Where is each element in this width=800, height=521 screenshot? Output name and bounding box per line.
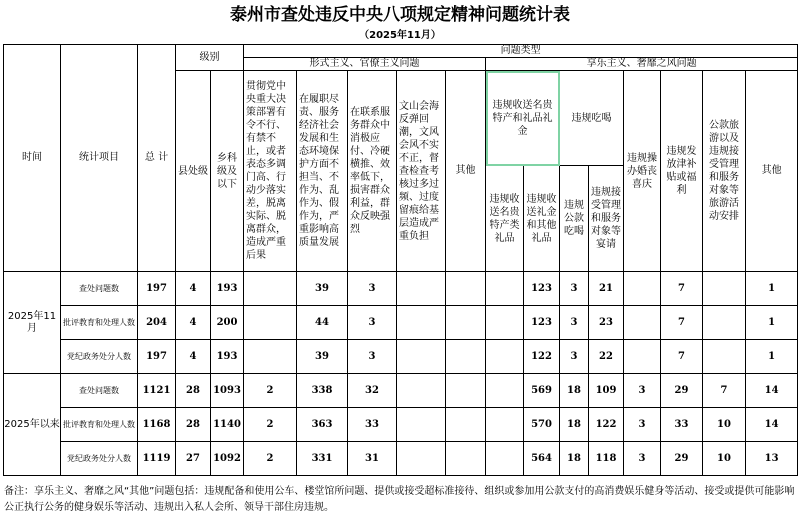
value-cell-h-eat-a: 18 [560, 374, 589, 408]
value-cell-township: 193 [211, 340, 244, 374]
header-h-wedding: 违规操办婚丧喜庆 [624, 71, 661, 272]
stat-item-cell: 批评教育和处理人数 [61, 306, 138, 340]
value-cell-f2: 44 [297, 306, 348, 340]
value-cell-h-gift-b: 569 [524, 374, 560, 408]
header-h-eat-b: 违规接受管理和服务对象等宴请 [589, 166, 624, 272]
header-f3: 在联系服务群众中消极应付、冷硬横推、效率低下，损害群众利益，群众反映强烈 [348, 71, 397, 272]
statistics-table [3, 44, 798, 476]
value-cell-township: 200 [211, 306, 244, 340]
value-cell-h-eat-a: 3 [560, 340, 589, 374]
value-cell-total: 1121 [138, 374, 176, 408]
value-cell-h-gift-a [486, 306, 524, 340]
value-cell-h-other: 1 [746, 340, 798, 374]
value-cell-f3: 3 [348, 306, 397, 340]
value-cell-f4 [397, 374, 446, 408]
table-row [4, 272, 798, 306]
value-cell-h-gift-a [486, 374, 524, 408]
value-cell-h-eat-b: 118 [589, 442, 624, 476]
value-cell-h-travel [703, 306, 746, 340]
value-cell-h-allowance: 29 [661, 374, 703, 408]
value-cell-h-wedding [624, 272, 661, 306]
value-cell-f2: 39 [297, 340, 348, 374]
value-cell-h-wedding: 3 [624, 374, 661, 408]
value-cell-h-travel [703, 340, 746, 374]
value-cell-f1 [244, 306, 297, 340]
header-h-gift: 违规收送名贵特产和礼品礼金 [486, 71, 560, 166]
value-cell-h-allowance: 7 [661, 272, 703, 306]
value-cell-h-eat-b: 122 [589, 408, 624, 442]
header-h-eat: 违规吃喝 [560, 71, 624, 166]
value-cell-h-travel: 10 [703, 408, 746, 442]
value-cell-f4 [397, 306, 446, 340]
value-cell-h-allowance: 7 [661, 340, 703, 374]
value-cell-f-other [446, 442, 486, 476]
header-f1: 贯彻党中央重大决策部署有令不行、有禁不止，或者表态多调门高、行动少落实差，脱离实际、脱离群众，造成严重后果 [244, 71, 297, 272]
header-formalism: 形式主义、官僚主义问题 [244, 58, 486, 71]
value-cell-h-allowance: 7 [661, 306, 703, 340]
header-h-gift-a: 违规收送名贵特产类礼品 [486, 166, 524, 272]
value-cell-f3: 3 [348, 340, 397, 374]
table-subtitle: （2025年11月） [359, 30, 441, 41]
value-cell-f1: 2 [244, 442, 297, 476]
value-cell-h-other: 1 [746, 272, 798, 306]
header-h-other: 其他 [746, 71, 798, 272]
value-cell-h-eat-a: 3 [560, 306, 589, 340]
header-h-allowance: 违规发放津补贴或福利 [661, 71, 703, 272]
value-cell-f3: 3 [348, 272, 397, 306]
value-cell-f3: 33 [348, 408, 397, 442]
value-cell-h-allowance: 29 [661, 442, 703, 476]
value-cell-h-wedding [624, 306, 661, 340]
value-cell-h-eat-b: 109 [589, 374, 624, 408]
stat-item-cell: 党纪政务处分人数 [61, 340, 138, 374]
value-cell-f4 [397, 442, 446, 476]
value-cell-h-gift-a [486, 340, 524, 374]
value-cell-f3: 32 [348, 374, 397, 408]
value-cell-h-eat-b: 22 [589, 340, 624, 374]
value-cell-h-gift-a [486, 272, 524, 306]
value-cell-h-gift-b: 564 [524, 442, 560, 476]
value-cell-f3: 31 [348, 442, 397, 476]
value-cell-total: 1119 [138, 442, 176, 476]
table-row [4, 442, 798, 476]
value-cell-county: 28 [176, 408, 211, 442]
value-cell-h-eat-a: 3 [560, 272, 589, 306]
value-cell-f2: 338 [297, 374, 348, 408]
stat-item-cell: 党纪政务处分人数 [61, 442, 138, 476]
value-cell-f-other [446, 272, 486, 306]
value-cell-h-gift-a [486, 408, 524, 442]
table-row [4, 340, 798, 374]
value-cell-f1: 2 [244, 408, 297, 442]
value-cell-h-other: 14 [746, 408, 798, 442]
value-cell-county: 4 [176, 306, 211, 340]
header-f2: 在履职尽责、服务经济社会发展和生态环境保护方面不担当、不作为、乱作为、假作为，严重影响高质量发展 [297, 71, 348, 272]
value-cell-h-travel [703, 272, 746, 306]
value-cell-township: 1140 [211, 408, 244, 442]
value-cell-f1: 2 [244, 374, 297, 408]
value-cell-total: 197 [138, 340, 176, 374]
value-cell-total: 197 [138, 272, 176, 306]
header-h-travel: 公款旅游以及违规接受管理和服务对象等旅游活动安排 [703, 71, 746, 272]
value-cell-h-wedding [624, 340, 661, 374]
header-county-level: 县处级 [176, 71, 211, 272]
value-cell-total: 1168 [138, 408, 176, 442]
header-time: 时间 [4, 45, 61, 272]
value-cell-county: 28 [176, 374, 211, 408]
header-hedonism: 享乐主义、奢靡之风问题 [486, 58, 798, 71]
value-cell-f-other [446, 340, 486, 374]
value-cell-f-other [446, 306, 486, 340]
value-cell-f-other [446, 408, 486, 442]
stat-item-cell: 批评教育和处理人数 [61, 408, 138, 442]
header-township-below: 乡科级及以下 [211, 71, 244, 272]
value-cell-h-gift-b: 123 [524, 306, 560, 340]
value-cell-f2: 331 [297, 442, 348, 476]
value-cell-township: 193 [211, 272, 244, 306]
stat-item-cell: 查处问题数 [61, 374, 138, 408]
value-cell-h-eat-a: 18 [560, 442, 589, 476]
value-cell-township: 1093 [211, 374, 244, 408]
value-cell-county: 27 [176, 442, 211, 476]
value-cell-county: 4 [176, 340, 211, 374]
value-cell-h-other: 13 [746, 442, 798, 476]
header-f-other: 其他 [446, 71, 486, 272]
value-cell-h-gift-a [486, 442, 524, 476]
value-cell-f4 [397, 272, 446, 306]
header-h-eat-a: 违规公款吃喝 [560, 166, 589, 272]
value-cell-f1 [244, 272, 297, 306]
value-cell-f4 [397, 408, 446, 442]
value-cell-h-other: 14 [746, 374, 798, 408]
value-cell-h-eat-a: 18 [560, 408, 589, 442]
value-cell-county: 4 [176, 272, 211, 306]
footnote: 备注：享乐主义、奢靡之风“其他”问题包括：违规配备和使用公车、楼堂馆所问题、提供或接受超标准接待、组织或参加用公款支付的高消费娱乐健身等活动、接受或提供可能影响公正执行公务的健身娱乐等活动、违规出入私人会所、领导干部住房违规。 [4, 486, 795, 513]
header-total: 总 计 [138, 45, 176, 272]
table-title: 泰州市查处违反中央八项规定精神问题统计表 [230, 5, 570, 25]
value-cell-h-travel: 7 [703, 374, 746, 408]
value-cell-township: 1092 [211, 442, 244, 476]
value-cell-h-wedding: 3 [624, 408, 661, 442]
value-cell-f2: 363 [297, 408, 348, 442]
value-cell-h-gift-b: 123 [524, 272, 560, 306]
table-row [4, 408, 798, 442]
value-cell-h-wedding: 3 [624, 442, 661, 476]
value-cell-total: 204 [138, 306, 176, 340]
value-cell-h-other: 1 [746, 306, 798, 340]
time-cell: 2025年11月 [4, 272, 61, 374]
stat-item-cell: 查处问题数 [61, 272, 138, 306]
value-cell-h-gift-b: 570 [524, 408, 560, 442]
table-row [4, 306, 798, 340]
value-cell-f2: 39 [297, 272, 348, 306]
value-cell-f4 [397, 340, 446, 374]
header-stat-item: 统计项目 [61, 45, 138, 272]
header-f4: 文山会海反弹回潮，文风会风不实不正，督查检查考核过多过频、过度留痕给基层造成严重负担 [397, 71, 446, 272]
header-h-gift-b: 违规收送礼金和其他礼品 [524, 166, 560, 272]
value-cell-h-gift-b: 122 [524, 340, 560, 374]
value-cell-f1 [244, 340, 297, 374]
header-level: 级别 [176, 45, 244, 71]
value-cell-h-eat-b: 21 [589, 272, 624, 306]
value-cell-f-other [446, 374, 486, 408]
value-cell-h-travel: 10 [703, 442, 746, 476]
table-row [4, 374, 798, 408]
header-problem-type: 问题类型 [244, 45, 798, 58]
value-cell-h-allowance: 33 [661, 408, 703, 442]
time-cell: 2025年以来 [4, 374, 61, 476]
value-cell-h-eat-b: 23 [589, 306, 624, 340]
